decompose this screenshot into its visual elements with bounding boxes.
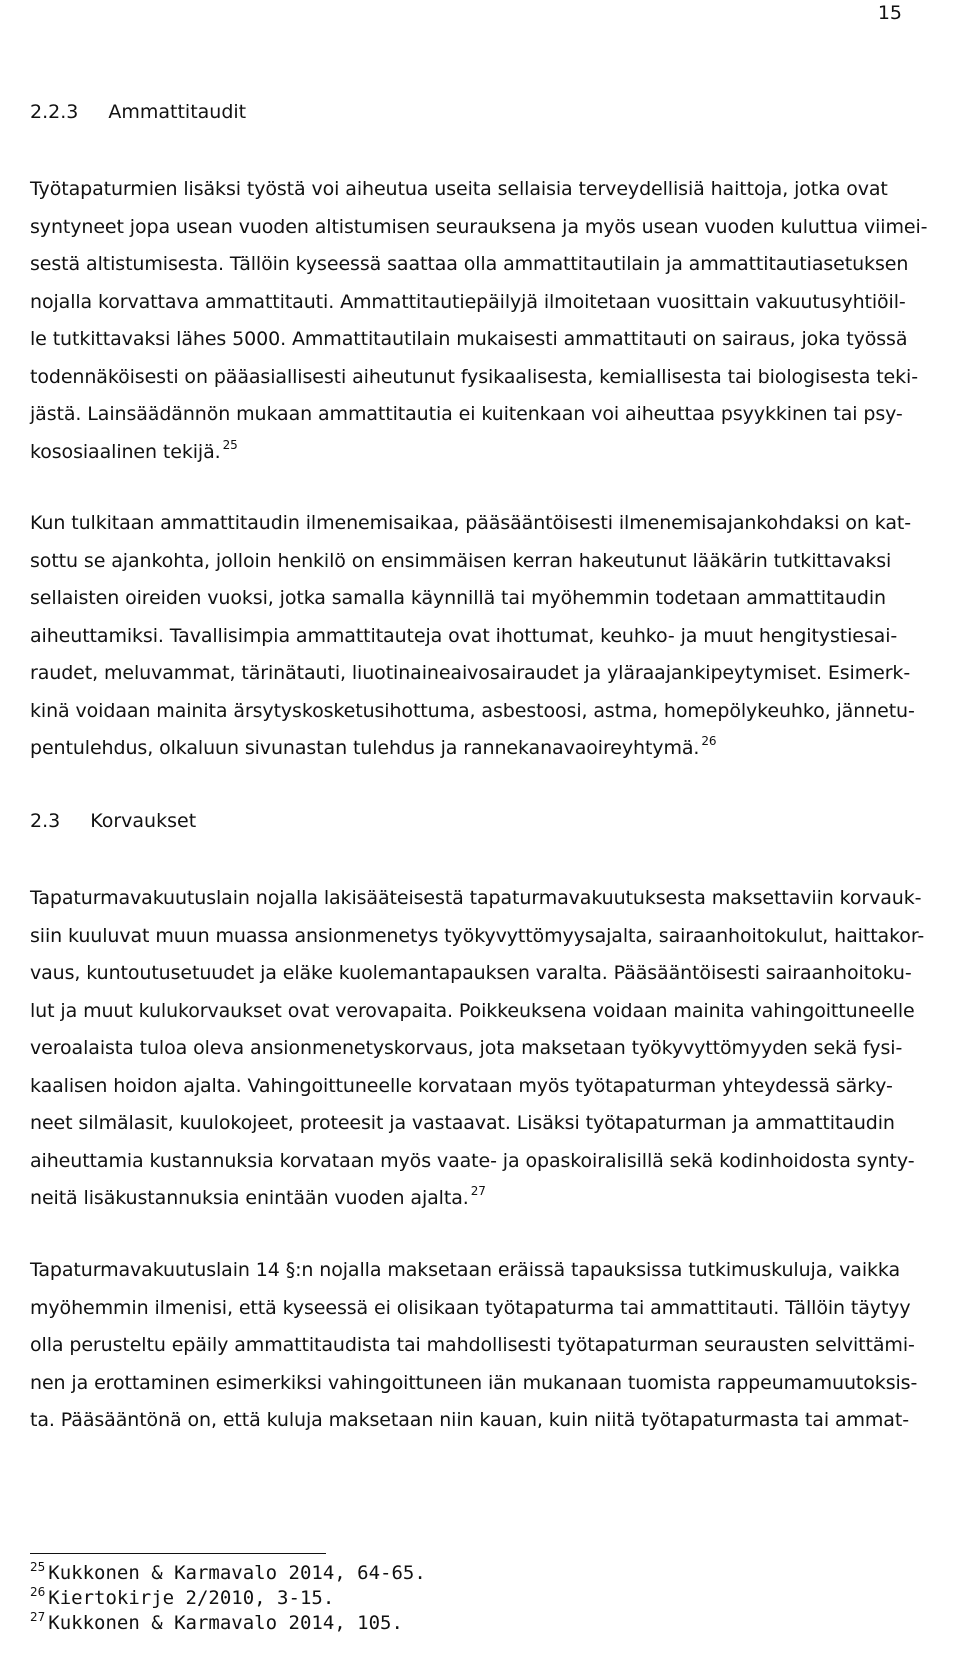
footnote-25 (30, 1561, 426, 1586)
paragraph-line: Tapaturmavakuutuslain nojalla lakisääteisestä tapaturmavakuutuksesta maksettaviin korvauk- (30, 887, 922, 909)
footnote-27 (30, 1611, 426, 1636)
section-title: Ammattitaudit (108, 101, 247, 123)
paragraph-line-last (30, 434, 945, 472)
paragraph-line: raudet, meluvammat, tärinätauti, liuotinaineaivosairaudet ja yläraajankipeytymiset. Esimerk- (30, 662, 911, 684)
paragraph-2 (30, 505, 945, 768)
paragraph-line: neet silmälasit, kuulokojeet, proteesit ja vastaavat. Lisäksi työtapaturman ja ammattitaudin (30, 1112, 895, 1134)
footnotes (30, 1561, 426, 1636)
paragraph-line: lut ja muut kulukorvaukset ovat verovapaita. Poikkeuksena voidaan mainita vahingoittuneelle (30, 999, 915, 1022)
footnote-reference: 27 (470, 1184, 486, 1198)
paragraph-line: Työtapaturmien lisäksi työstä voi aiheutua useita sellaisia terveydellisiä haittoja, jotka ovat (30, 178, 888, 200)
footnote-separator (30, 1553, 326, 1554)
paragraph-line: siin kuuluvat muun muassa ansionmenetys työkyvyttömyysajalta, sairaanhoitokulut, haittakor- (30, 924, 925, 947)
footnote-reference: 25 (222, 437, 238, 452)
paragraph-line: sottu se ajankohta, jolloin henkilö on ensimmäisen kerran hakeutunut lääkärin tutkittavaksi (30, 549, 892, 572)
section-number: 2.3 (30, 810, 61, 832)
paragraph-text: kososiaalinen tekijä. (30, 440, 221, 463)
footnote-text: Kiertokirje 2/2010, 3-15. (48, 1587, 335, 1609)
paragraph-line: syntyneet jopa usean vuoden altistumisen seurauksena ja myös usean vuoden kuluttua viimei- (30, 215, 928, 238)
section-number: 2.2.3 (30, 101, 79, 123)
paragraph-line: myöhemmin ilmenisi, että kyseessä ei olisikaan työtapaturma tai ammattitauti. Tällöin täytyy (30, 1296, 911, 1319)
paragraph-line: kinä voidaan mainita ärsytyskosketusihottuma, asbestoosi, astma, homepölykeuhko, jännetu- (30, 699, 915, 722)
paragraph-text: neitä lisäkustannuksia enintään vuoden ajalta. (30, 1187, 469, 1209)
section-heading-2-3 (30, 810, 196, 832)
footnote-reference: 26 (701, 734, 717, 748)
paragraph-line: Kun tulkitaan ammattitaudin ilmenemisaikaa, pääsääntöisesti ilmenemisajankohdaksi on kat- (30, 512, 911, 534)
paragraph-line-last (30, 1180, 945, 1218)
paragraph-line: nojalla korvattava ammattitauti. Ammattitautiepäilyjä ilmoitetaan vuosittain vakuutusyhtiöil- (30, 290, 906, 313)
paragraph-line: sestä altistumisesta. Tällöin kyseessä saattaa olla ammattitautilain ja ammattitautiasetuksen (30, 253, 909, 275)
paragraph-line: veroalaista tuloa oleva ansionmenetyskorvaus, jota maksetaan työkyvyttömyyden sekä fysi- (30, 1037, 903, 1059)
paragraph-line: ta. Pääsääntönä on, että kuluja maksetaan niin kauan, kuin niitä työtapaturmasta tai ammat- (30, 1409, 909, 1431)
paragraph-3 (30, 880, 945, 1218)
paragraph-1 (30, 171, 945, 471)
footnote-number: 26 (30, 1585, 46, 1599)
paragraph-text: pentulehdus, olkaluun sivunastan tulehdus ja rannekanavaoireyhtymä. (30, 737, 700, 759)
footnote-26 (30, 1586, 426, 1611)
paragraph-line: aiheuttamiksi. Tavallisimpia ammattitauteja ovat ihottumat, keuhko- ja muut hengitystiesai- (30, 624, 898, 647)
paragraph-line: kaalisen hoidon ajalta. Vahingoittuneelle korvataan myös työtapaturman yhteydessä särky- (30, 1074, 893, 1097)
paragraph-4 (30, 1252, 945, 1440)
footnote-number: 25 (30, 1560, 46, 1574)
page-number: 15 (877, 2, 902, 24)
section-title: Korvaukset (90, 810, 197, 832)
paragraph-line: aiheuttamia kustannuksia korvataan myös vaate- ja opaskoiralisillä sekä kodinhoidosta synty- (30, 1149, 915, 1172)
paragraph-line-last (30, 730, 945, 768)
paragraph-line: le tutkittavaksi lähes 5000. Ammattitautilain mukaisesti ammattitauti on sairaus, joka työssä (30, 328, 908, 350)
paragraph-line: Tapaturmavakuutuslain 14 §:n nojalla maksetaan eräissä tapauksissa tutkimuskuluja, vaikka (30, 1259, 901, 1281)
paragraph-line: todennäköisesti on pääasiallisesti aiheutunut fysikaalisesta, kemiallisesta tai biologisesta teki- (30, 365, 918, 388)
paragraph-line: vaus, kuntoutusetuudet ja eläke kuolemantapauksen varalta. Pääsääntöisesti sairaanhoitoku- (30, 962, 912, 984)
footnote-number: 27 (30, 1610, 46, 1624)
footnote-text: Kukkonen & Karmavalo 2014, 64-65. (48, 1562, 426, 1584)
section-heading-2-2-3 (30, 101, 246, 123)
footnote-text: Kukkonen & Karmavalo 2014, 105. (48, 1612, 403, 1634)
paragraph-line: sellaisten oireiden vuoksi, jotka samalla käynnillä tai myöhemmin todetaan ammattitaudin (30, 587, 886, 609)
paragraph-line: nen ja erottaminen esimerkiksi vahingoittuneen iän mukanaan tuomista rappeumamuutoksis- (30, 1371, 918, 1394)
paragraph-line: olla perusteltu epäily ammattitaudista tai mahdollisesti työtapaturman seurausten selvittämi- (30, 1334, 915, 1356)
paragraph-line: jästä. Lainsäädännön mukaan ammattitautia ei kuitenkaan voi aiheuttaa psyykkinen tai psy- (30, 403, 903, 425)
